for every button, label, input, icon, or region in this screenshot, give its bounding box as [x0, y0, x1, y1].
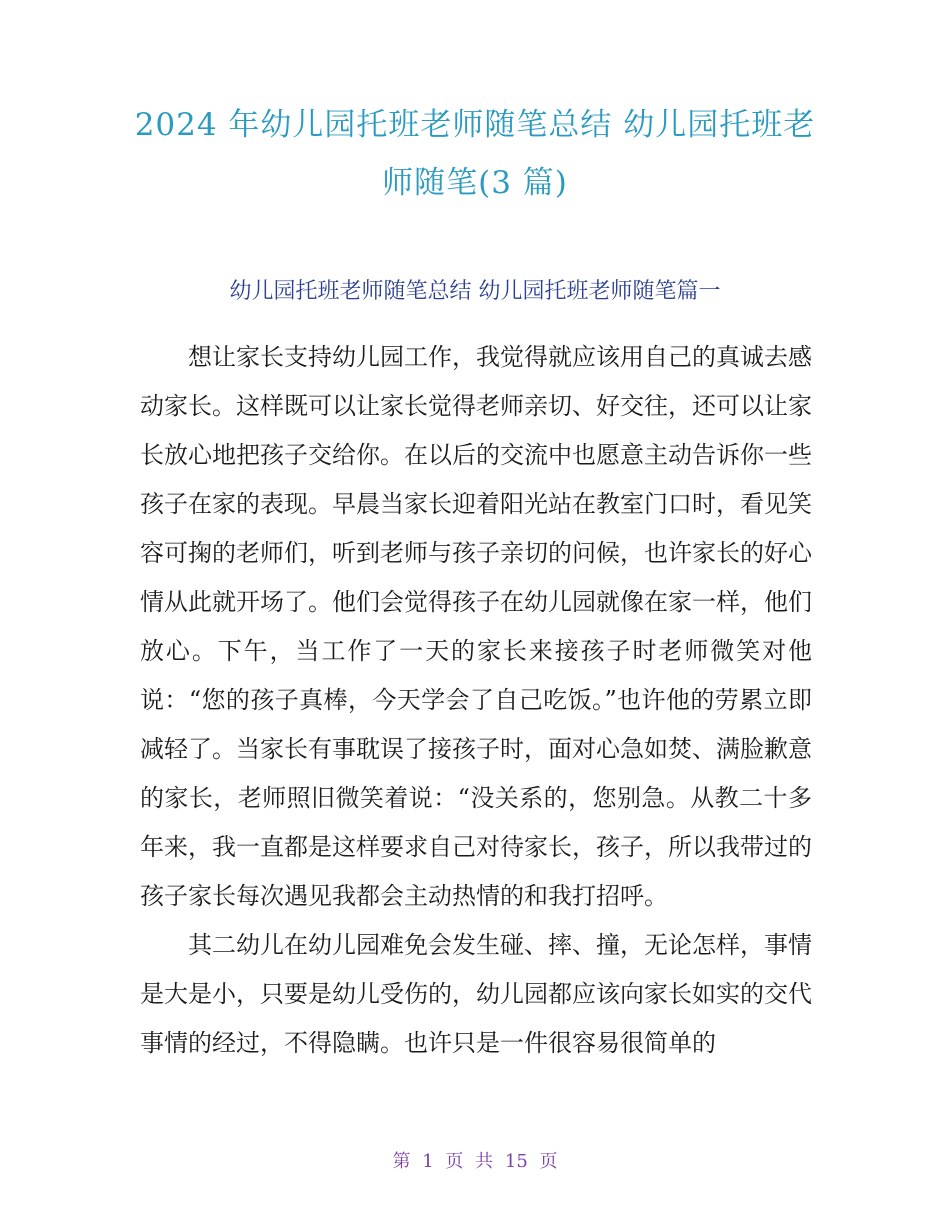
- section-heading: 幼儿园托班老师随笔总结 幼儿园托班老师随笔篇一: [229, 279, 721, 304]
- footer-suffix: 页: [539, 1151, 558, 1172]
- paragraph-2: 其二幼儿在幼儿园难免会发生碰、摔、撞，无论怎样，事情是大是小，只要是幼儿受伤的，幼儿园都应该向家长如实的交代事情的经过，不得隐瞒。也许只是一件很容易很简单的: [140, 931, 812, 1057]
- footer-page-word: 页: [445, 1151, 464, 1172]
- footer-total-word: 共: [475, 1151, 494, 1172]
- document-title: 2024 年幼儿园托班老师随笔总结 幼儿园托班老师随笔(3 篇): [134, 107, 816, 201]
- footer-prefix: 第: [392, 1151, 411, 1172]
- footer-current-page: 1: [422, 1151, 434, 1172]
- document-body: [140, 333, 812, 1068]
- footer-total-pages: 15: [504, 1151, 528, 1172]
- paragraph-1: 想让家长支持幼儿园工作，我觉得就应该用自己的真诚去感动家长。这样既可以让家长觉得老师亲切、好交往，还可以让家长放心地把孩子交给你。在以后的交流中也愿意主动告诉你一些孩子在家的表现。早晨当家长迎着阳光站在教室门口时，看见笑容可掬的老师们，听到老师与孩子亲切的问候，也许家长的好心情从此就开场了。他们会觉得孩子在幼儿园就像在家一样，他们放心。下午，当工作了一天的家长来接孩子时老师微笑对他说：“您的孩子真棒，今天学会了自己吃饭。”也许他的劳累立即减轻了。当家长有事耽误了接孩子时，面对心急如焚、满脸歉意的家长，老师照旧微笑着说：“没关系的，您别急。从教二十多年来，我一直都是这样要求自己对待家长，孩子，所以我带过的孩子家长每次遇见我都会主动热情的和我打招呼。: [140, 343, 812, 910]
- page-footer: [0, 1148, 950, 1176]
